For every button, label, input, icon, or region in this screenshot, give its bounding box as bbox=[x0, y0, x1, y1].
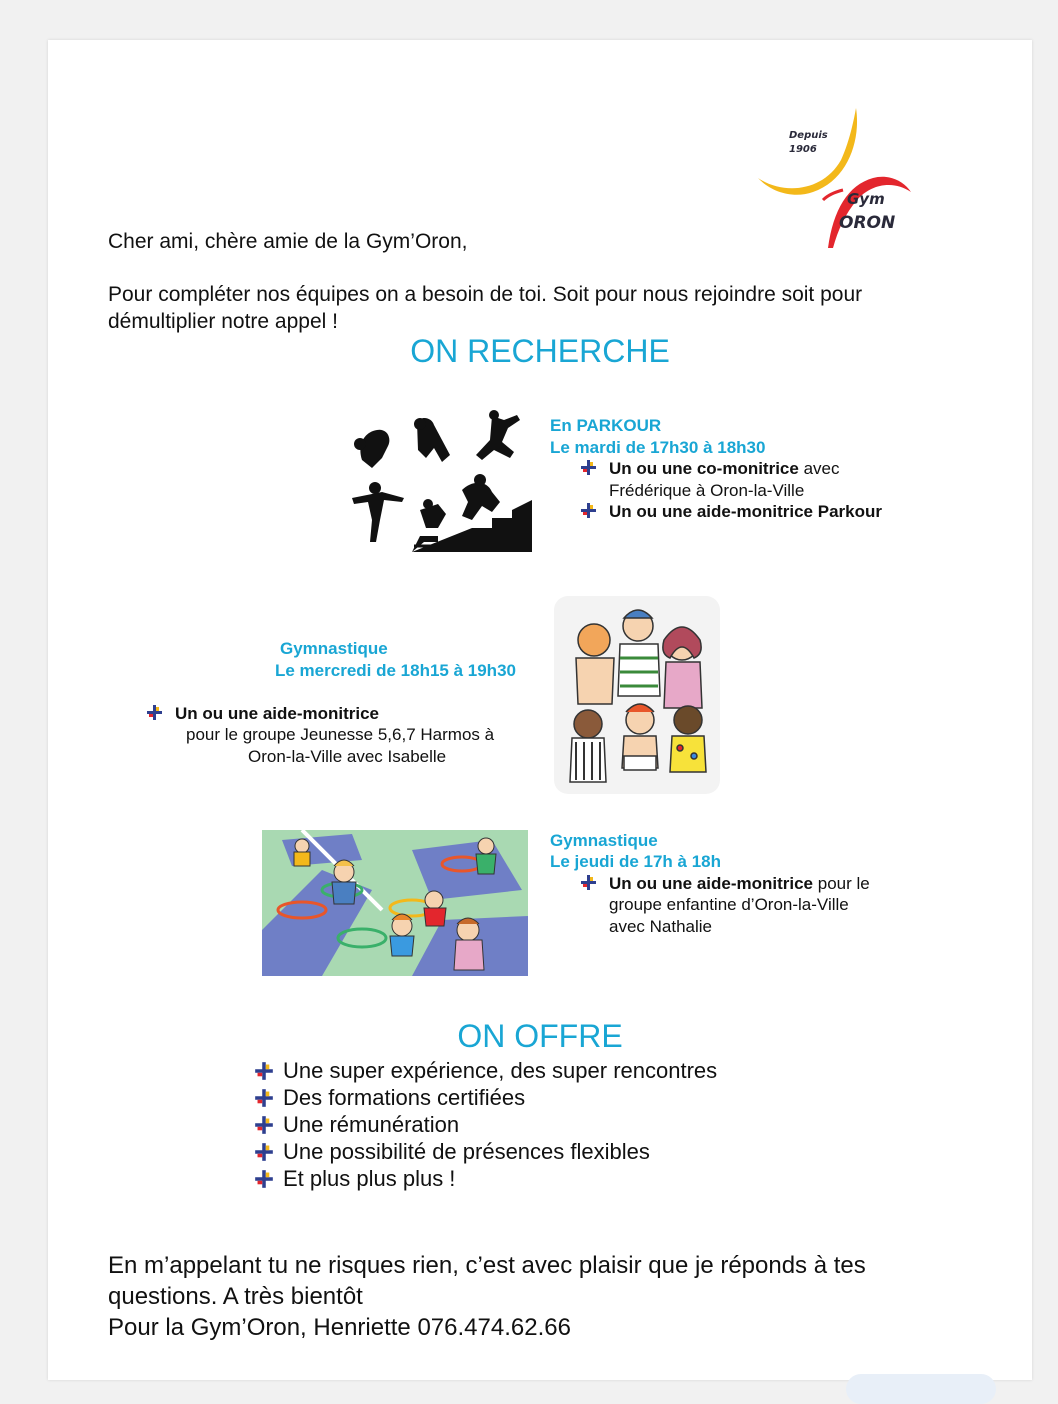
gym-thu-line-3: avec Nathalie bbox=[609, 917, 713, 936]
logo-text-depuis: Depuis bbox=[789, 130, 828, 141]
document-page bbox=[48, 40, 1032, 1380]
parkour-schedule: Le mardi de 17h30 à 18h30 bbox=[550, 438, 766, 457]
gym-thu-item-bold: Un ou une aide-monitrice bbox=[609, 874, 814, 893]
intro-line-1: Pour compléter nos équipes on a besoin de toi. Soit pour nous rejoindre soit pour bbox=[108, 283, 863, 306]
offer-item-text: Une super expérience, des super rencontres bbox=[283, 1058, 718, 1083]
parkour-item-2 bbox=[580, 501, 882, 523]
bullet-icon bbox=[146, 704, 163, 721]
logo-text-oron: ORON bbox=[839, 213, 896, 233]
intro-line-2: démultiplier notre appel ! bbox=[108, 310, 338, 333]
gym-thu-line-2: groupe enfantine d’Oron-la-Ville bbox=[609, 895, 849, 914]
closing-line-1: En m’appelant tu ne risques rien, c’est avec plaisir que je réponds à tes bbox=[108, 1252, 866, 1279]
gym-thu-item-rest: pour le bbox=[813, 874, 870, 893]
gym-wed-line-3: Oron-la-Ville avec Isabelle bbox=[248, 747, 447, 766]
bullet-icon bbox=[580, 502, 597, 519]
closing-line-3: Pour la Gym’Oron, Henriette 076.474.62.66 bbox=[108, 1314, 571, 1341]
offer-item-text: Et plus plus plus ! bbox=[283, 1166, 456, 1191]
bullet-icon bbox=[254, 1142, 274, 1162]
logo-text-year: 1906 bbox=[789, 144, 817, 155]
greeting: Cher ami, chère amie de la Gym’Oron, bbox=[108, 230, 468, 253]
gym-thu-item bbox=[580, 873, 870, 895]
offer-item bbox=[254, 1138, 717, 1165]
bullet-icon bbox=[254, 1115, 274, 1135]
offer-item-text: Une possibilité de présences flexibles bbox=[283, 1139, 650, 1164]
parkour-item-1-bold: Un ou une co-monitrice bbox=[609, 459, 799, 478]
parkour-item-1-rest: avec bbox=[798, 459, 840, 478]
floating-action-bubble[interactable] bbox=[846, 1374, 996, 1404]
gym-thu-title: Gymnastique bbox=[550, 831, 658, 850]
bullet-icon bbox=[580, 459, 597, 476]
parkour-item-1-line-2: Frédérique à Oron-la-Ville bbox=[609, 481, 805, 500]
offer-item-text: Une rémunération bbox=[283, 1112, 460, 1137]
gym-wed-item-bold: Un ou une aide-monitrice bbox=[175, 704, 380, 723]
offer-list bbox=[254, 1057, 717, 1192]
parkour-title: En PARKOUR bbox=[550, 416, 662, 435]
logo-text-gym: Gym bbox=[847, 190, 885, 208]
gym-thu-schedule: Le jeudi de 17h à 18h bbox=[550, 852, 722, 871]
gym-wed-title: Gymnastique bbox=[280, 639, 388, 658]
offer-item bbox=[254, 1084, 717, 1111]
cartoon-kids-image bbox=[554, 596, 720, 794]
offer-item-text: Des formations certifiées bbox=[283, 1085, 526, 1110]
bullet-icon bbox=[254, 1061, 274, 1081]
parkour-item-1 bbox=[580, 458, 839, 480]
closing-text bbox=[108, 1250, 866, 1343]
gym-oron-logo bbox=[753, 100, 913, 248]
search-title: ON RECHERCHE bbox=[410, 333, 670, 369]
offer-item bbox=[254, 1165, 717, 1192]
parkour-silhouettes-image bbox=[342, 410, 532, 558]
offer-item bbox=[254, 1111, 717, 1138]
bullet-icon bbox=[254, 1088, 274, 1108]
parkour-item-2-bold: Un ou une aide-monitrice Parkour bbox=[609, 502, 882, 521]
closing-line-2: questions. A très bientôt bbox=[108, 1283, 363, 1310]
gym-wed-line-2: pour le groupe Jeunesse 5,6,7 Harmos à bbox=[186, 725, 495, 744]
kids-gym-mats-image bbox=[262, 830, 528, 976]
bullet-icon bbox=[580, 874, 597, 891]
offer-item bbox=[254, 1057, 717, 1084]
gym-wed-item bbox=[146, 703, 379, 725]
gym-wed-schedule: Le mercredi de 18h15 à 19h30 bbox=[275, 661, 516, 680]
bullet-icon bbox=[254, 1169, 274, 1189]
offer-title: ON OFFRE bbox=[457, 1018, 623, 1054]
